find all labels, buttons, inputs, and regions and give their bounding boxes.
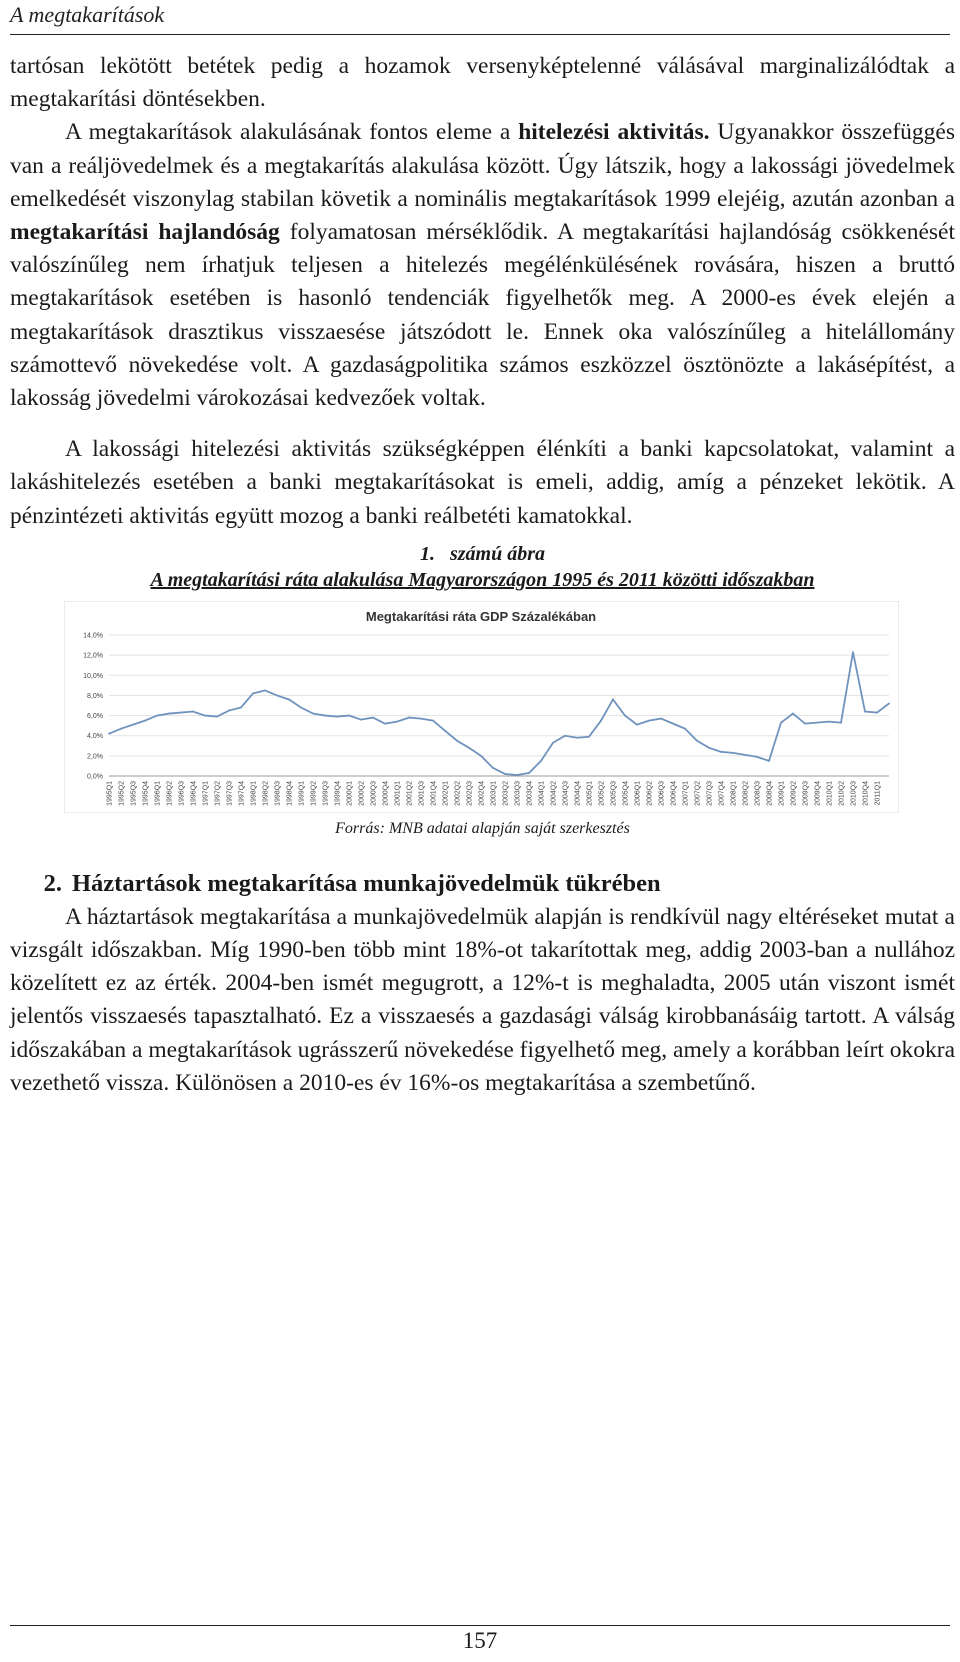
- data-point: [420, 718, 422, 720]
- x-tick-label: 1995Q3: [130, 780, 138, 806]
- data-point: [240, 706, 242, 708]
- x-tick-label: 2001Q3: [418, 780, 426, 806]
- x-tick-label: 2010Q2: [838, 780, 846, 806]
- x-tick-label: 2000Q2: [358, 780, 366, 806]
- x-tick-label: 2001Q4: [430, 780, 438, 806]
- data-point: [180, 711, 182, 713]
- data-point: [876, 711, 878, 713]
- x-tick-label: 2007Q4: [718, 780, 726, 806]
- x-tick-label: 2000Q3: [370, 780, 378, 806]
- data-point: [732, 752, 734, 754]
- x-tick-label: 2010Q4: [862, 780, 870, 806]
- data-point: [684, 728, 686, 730]
- x-tick-label: 2002Q2: [454, 780, 462, 806]
- x-tick-label: 2000Q1: [346, 780, 354, 806]
- data-point: [444, 730, 446, 732]
- data-point: [480, 755, 482, 757]
- x-tick-label: 2000Q4: [382, 780, 390, 806]
- x-tick-label: 2002Q1: [442, 780, 450, 806]
- data-point: [432, 720, 434, 722]
- x-tick-label: 2006Q2: [646, 780, 654, 806]
- x-tick-label: 2005Q2: [598, 780, 606, 806]
- y-tick-label: 10,0%: [83, 672, 103, 680]
- x-tick-label: 2004Q1: [538, 780, 546, 806]
- page-footer: [10, 1625, 950, 1660]
- data-point: [360, 719, 362, 721]
- x-tick-label: 1997Q4: [238, 780, 246, 806]
- x-tick-label: 2011Q1: [874, 780, 882, 806]
- data-point: [324, 715, 326, 717]
- data-point: [492, 767, 494, 769]
- data-point: [372, 717, 374, 719]
- x-tick-label: 2010Q3: [850, 780, 858, 806]
- figure-number: [10, 541, 955, 567]
- x-tick-label: 1996Q1: [154, 780, 162, 806]
- x-tick-label: 2008Q1: [730, 780, 738, 806]
- data-point: [384, 723, 386, 725]
- data-point: [396, 721, 398, 723]
- x-tick-label: 1998Q3: [274, 780, 282, 806]
- data-point: [228, 709, 230, 711]
- data-point: [300, 706, 302, 708]
- x-tick-label: 1999Q2: [310, 780, 318, 806]
- data-point: [204, 715, 206, 717]
- data-point: [828, 721, 830, 723]
- text-span: folyamatosan mérséklődik. A megtakarítási hajlandóság csökkenését valószínűleg nem írhatjuk teljesen a hitelezés megélénkülésének rovására, hiszen a bruttó megtakarítások esetében is hasonló tendenciák figyelhetők meg. A 2000-es évek elején a megtakarítások drasztikus visszaesése játszódott le. Ennek oka valószínűleg a hitelállomány számottevő növekedése volt. A gazdaságpolitika számos eszközzel ösztönözte a lakásépítést, a lakosság jövedelmi várokozásai kedvezőek voltak.: [10, 219, 955, 412]
- data-point: [648, 720, 650, 722]
- x-tick-label: 1996Q3: [178, 780, 186, 806]
- y-tick-label: 8,0%: [87, 692, 103, 700]
- data-point: [660, 718, 662, 720]
- x-tick-label: 2006Q4: [670, 780, 678, 806]
- data-point: [540, 760, 542, 762]
- x-tick-label: 2008Q2: [742, 780, 750, 806]
- data-point: [624, 715, 626, 717]
- x-tick-label: 1997Q2: [214, 780, 222, 806]
- y-tick-label: 4,0%: [87, 733, 103, 741]
- x-tick-label: 2010Q1: [826, 780, 834, 806]
- x-tick-label: 2002Q3: [466, 780, 474, 806]
- data-point: [348, 715, 350, 717]
- data-point: [288, 698, 290, 700]
- data-point: [564, 735, 566, 737]
- x-tick-label: 1996Q2: [166, 780, 174, 806]
- x-tick-label: 1995Q4: [142, 780, 150, 806]
- x-tick-label: 2004Q4: [574, 780, 582, 806]
- data-point: [528, 772, 530, 774]
- data-point: [156, 715, 158, 717]
- data-point: [168, 713, 170, 715]
- running-header: [10, 0, 950, 35]
- x-tick-label: 1999Q1: [298, 780, 306, 806]
- bold-term-lending: hitelezési aktivitás.: [518, 119, 710, 146]
- text-span: Ugyanakkor összefüggés van a reáljövedelmek és a megtakarítás alakulása között. Úgy látszik, hogy a lakossági jövedelmek emelkedését viszonylag stabilan követik a nominális megtakarítások 1999 elejéig, azután azonban a: [10, 119, 955, 212]
- section-number: 2.: [43, 869, 62, 897]
- x-tick-label: 2009Q2: [790, 780, 798, 806]
- chart-svg: [64, 601, 899, 813]
- data-point: [804, 723, 806, 725]
- data-point: [744, 754, 746, 756]
- y-tick-label: 0,0%: [87, 773, 103, 781]
- x-tick-label: 2006Q1: [634, 780, 642, 806]
- x-tick-label: 1999Q3: [322, 780, 330, 806]
- data-point: [516, 774, 518, 776]
- data-point: [504, 773, 506, 775]
- y-tick-label: 12,0%: [83, 652, 103, 660]
- data-point: [816, 722, 818, 724]
- paragraph-household-savings: A háztartások megtakarítása a munkajövedelmük alapján is rendkívül nagy eltéréseket mutat a vizsgált időszakban. Míg 1990-ben több mint 18%-ot takarítottak meg, addig 2003-ban a nullához közelített ez az érték. 2004-ben ismét megugrott, a 12%-t is meghaladta, 2005 után viszont ismét jelentős visszaesés tapasztalható. Ez a visszaesés a gazdasági válság kirobbanásáig tartott. A válság időszakában a megtakarítások ugrásszerű növekedése figyelhető meg, amely a korábban leírt okokra vezethető vissza. Különösen a 2010-es év 16%-os megtakarítása a szembetűnő.: [10, 903, 955, 1096]
- data-point: [276, 694, 278, 696]
- figure-source: Forrás: MNB adatai alapján saját szerkesztés: [335, 819, 630, 837]
- x-tick-label: 1998Q1: [250, 780, 258, 806]
- data-point: [336, 716, 338, 718]
- section-heading: [10, 867, 955, 901]
- data-point: [720, 751, 722, 753]
- x-tick-label: 2009Q1: [778, 780, 786, 806]
- data-point: [468, 747, 470, 749]
- x-tick-label: 2001Q1: [394, 780, 402, 806]
- data-point: [636, 724, 638, 726]
- data-point: [144, 720, 146, 722]
- x-tick-label: 2007Q2: [694, 780, 702, 806]
- data-point: [708, 747, 710, 749]
- paragraph-bank-activity: A lakossági hitelezési aktivitás szükségképpen élénkíti a banki kapcsolatokat, valamint a lakáshitelezés esetében a banki megtakarításokat is emeli, addig, amíg a pénzeket lekötik. A pénzintézeti aktivitás együtt mozog a banki reálbetéti kamatokkal.: [10, 436, 955, 529]
- x-tick-label: 1998Q2: [262, 780, 270, 806]
- data-point: [780, 722, 782, 724]
- x-tick-label: 2007Q1: [682, 780, 690, 806]
- x-tick-label: 2004Q2: [550, 780, 558, 806]
- x-tick-label: 2003Q4: [526, 780, 534, 806]
- paragraph-lending-activity: [10, 116, 955, 415]
- data-point: [312, 713, 314, 715]
- data-point: [792, 713, 794, 715]
- data-point: [120, 728, 122, 730]
- data-point: [108, 733, 110, 735]
- x-tick-label: 1997Q3: [226, 780, 234, 806]
- x-tick-label: 1998Q4: [286, 780, 294, 806]
- data-point: [888, 702, 890, 704]
- section-title: Háztartások megtakarítása munkajövedelmük tükrében: [72, 869, 661, 897]
- data-point: [864, 710, 866, 712]
- x-tick-label: 2007Q3: [706, 780, 714, 806]
- data-point: [552, 742, 554, 744]
- figure-number-label: számú ábra: [449, 542, 546, 565]
- data-point: [600, 720, 602, 722]
- x-tick-label: 2009Q3: [802, 780, 810, 806]
- figure-number-value: 1.: [419, 542, 435, 565]
- x-tick-label: 1995Q2: [118, 780, 126, 806]
- data-point: [756, 756, 758, 758]
- data-point: [696, 740, 698, 742]
- data-point: [132, 724, 134, 726]
- x-tick-label: 2005Q4: [622, 780, 630, 806]
- data-point: [672, 723, 674, 725]
- data-point: [612, 698, 614, 700]
- x-tick-label: 2006Q3: [658, 780, 666, 806]
- data-point: [840, 722, 842, 724]
- x-tick-label: 2003Q3: [514, 780, 522, 806]
- x-tick-label: 2002Q4: [478, 780, 486, 806]
- chart-title: Megtakarítási ráta GDP Százalékában: [365, 608, 597, 624]
- x-tick-label: 2005Q3: [610, 780, 618, 806]
- savings-rate-chart: [64, 601, 899, 813]
- x-tick-label: 2008Q4: [766, 780, 774, 806]
- x-tick-label: 2008Q3: [754, 780, 762, 806]
- data-point: [768, 760, 770, 762]
- header-title: A megtakarítások: [10, 2, 165, 27]
- page-number: 157: [462, 1628, 498, 1653]
- x-tick-label: 1997Q1: [202, 780, 210, 806]
- text-span: A megtakarítások alakulásának fontos eleme a: [65, 119, 519, 146]
- y-tick-label: 14,0%: [83, 632, 103, 640]
- bold-term-savings-propensity: megtakarítási hajlandóság: [10, 219, 280, 246]
- data-point: [408, 717, 410, 719]
- data-point: [456, 740, 458, 742]
- x-tick-label: 2001Q2: [406, 780, 414, 806]
- data-point: [576, 737, 578, 739]
- data-point: [252, 692, 254, 694]
- y-tick-label: 6,0%: [87, 712, 103, 720]
- x-tick-label: 1995Q1: [106, 780, 114, 806]
- data-point: [588, 736, 590, 738]
- x-tick-label: 2005Q1: [586, 780, 594, 806]
- page-content: [10, 50, 955, 1100]
- data-point: [216, 716, 218, 718]
- x-tick-label: 2003Q2: [502, 780, 510, 806]
- paragraph-continuation: tartósan lekötött betétek pedig a hozamok versenyképtelenné válásával marginalizálódtak a megtakarítási döntésekben.: [10, 53, 955, 113]
- x-tick-label: 2009Q4: [814, 780, 822, 806]
- y-tick-label: 2,0%: [87, 753, 103, 761]
- x-tick-label: 1996Q4: [190, 780, 198, 806]
- x-tick-label: 2004Q3: [562, 780, 570, 806]
- x-tick-label: 1999Q4: [334, 780, 342, 806]
- figure-title: A megtakarítási ráta alakulása Magyarországon 1995 és 2011 közötti időszakban: [150, 568, 815, 591]
- data-point: [852, 651, 854, 653]
- data-point: [264, 689, 266, 691]
- x-tick-label: 2003Q1: [490, 780, 498, 806]
- data-point: [192, 710, 194, 712]
